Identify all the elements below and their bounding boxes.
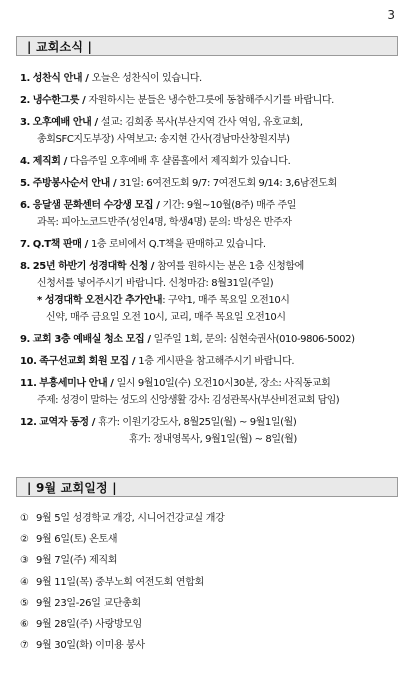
news-item: [20, 331, 406, 348]
news-item: [20, 414, 406, 448]
news-item-number: 8.: [20, 261, 30, 272]
news-item-text: 휴가: 이원기강도사, 8월25일(월) ~ 9월1일(월): [98, 417, 297, 428]
news-item-text: 오늘은 성찬식이 있습니다.: [91, 73, 202, 84]
news-item-title: 성찬식 안내: [32, 73, 83, 84]
news-item: [20, 353, 406, 370]
news-item-number: 9.: [20, 334, 30, 345]
news-item-title: 주방봉사순서 안내: [32, 178, 110, 189]
schedule-item: [20, 635, 400, 656]
news-item-text: 일시 9월10일(수) 오전10시30분, 장소: 사직동교회: [116, 378, 331, 389]
news-item-separator: /: [153, 200, 163, 211]
news-item-title: Q.T책 판매: [32, 239, 82, 250]
news-item-text: 다음주일 오후예배 후 샬롬홀에서 제직회가 있습니다.: [69, 156, 291, 167]
page-number: 3: [387, 8, 395, 22]
circled-number-marker: ⑦: [20, 640, 29, 652]
news-item-text: 1층 로비에서 Q.T책을 판매하고 있습니다.: [90, 239, 266, 250]
news-item-separator: /: [60, 156, 70, 167]
news-item-separator: /: [109, 178, 120, 189]
news-item-title: 응달샘 문화센터 수강생 모집: [32, 200, 154, 211]
news-item-title: 교역자 동정: [39, 417, 89, 428]
news-item-text: 1층 게시판을 참고해주시기 바랍니다.: [138, 356, 295, 367]
news-item-text: 일주일 1회, 문의: 심현숙권사(010-9806-5002): [153, 334, 355, 345]
news-item-title: 제직회: [32, 156, 61, 167]
schedule-item: [20, 529, 400, 550]
news-subitem-title: * 성경대학 오전시간 추가안내: [37, 295, 163, 306]
news-item: [20, 236, 406, 253]
schedule-item: [20, 572, 400, 593]
schedule-item: [20, 550, 400, 571]
news-item: [20, 153, 406, 170]
news-item-text: 자원하시는 분들은 냉수한그릇에 동참해주시기를 바랍니다.: [88, 95, 334, 106]
september-schedule-list: [20, 508, 400, 656]
news-item-separator: /: [128, 356, 139, 367]
news-item-number: 7.: [20, 239, 30, 250]
church-news-header: | 교회소식 |: [16, 36, 398, 56]
news-item: [20, 375, 406, 409]
schedule-item-text: 9월 5일 성경학교 개강, 시니어건강교실 개강: [36, 513, 225, 524]
news-item-text: 31일: 6여전도회 9/7: 7여전도회 9/14: 3,6남전도회: [119, 178, 337, 189]
schedule-item: [20, 614, 400, 635]
news-item-title: 족구선교회 회원 모집: [39, 356, 129, 367]
schedule-item-text: 9월 11일(목) 중부노회 여전도회 연합회: [36, 576, 204, 588]
circled-number-marker: ①: [20, 513, 29, 524]
news-item-separator: /: [82, 73, 92, 84]
news-item-text: 과목: 피아노코드반주(성인4명, 학생4명) 문의: 박성은 반주자: [37, 217, 292, 228]
news-item-text: 설교: 김희종 목사(부산지역 간사 역임, 유호교회,: [100, 117, 303, 128]
schedule-item-text: 9월 23일-26일 교단총회: [36, 597, 141, 609]
church-news-list: [20, 70, 406, 453]
news-item-number: 1.: [20, 73, 30, 84]
news-item-number: 3.: [20, 117, 30, 128]
news-item: [20, 197, 406, 231]
circled-number-marker: ⑤: [20, 597, 29, 609]
schedule-item-text: 9월 30일(화) 이미용 봉사: [36, 640, 145, 652]
news-item-separator: /: [81, 239, 91, 250]
news-item-title: 냉수한그릇: [32, 95, 80, 106]
news-item-text: 신청서를 넣어주시기 바랍니다. 신청마감: 8월31일(주일): [37, 278, 274, 289]
news-item-text: 참여를 원하시는 분은 1층 신청함에: [157, 261, 304, 272]
news-item-text: 총회SFC지도부장) 사역보고: 송지현 간사(경남마산창원지부): [37, 134, 290, 145]
news-item-title: 25년 하반기 성경대학 신청: [32, 261, 148, 272]
schedule-item: [20, 508, 400, 529]
news-item: [20, 70, 406, 87]
schedule-item-text: 9월 28일(주) 사랑방모임: [36, 619, 143, 631]
news-item-text: 기간: 9월~10월(8주) 매주 주일: [162, 200, 297, 211]
news-item-separator: /: [79, 95, 89, 106]
news-item-number: 10.: [20, 356, 37, 367]
news-item-number: 6.: [20, 200, 30, 211]
news-item-separator: /: [88, 417, 99, 428]
circled-number-marker: ③: [20, 555, 29, 567]
news-subitem-text: : 구약1, 매주 목요일 오전10시: [162, 295, 290, 306]
news-item-title: 오후예배 안내: [32, 117, 92, 128]
news-item-number: 5.: [20, 178, 30, 189]
news-item: [20, 258, 406, 326]
circled-number-marker: ⑥: [20, 619, 29, 631]
circled-number-marker: ②: [20, 534, 29, 546]
news-item-text: 휴가: 정내영목사, 9월1일(월) ~ 8일(월): [129, 434, 297, 445]
news-subitem-text: 신약, 매주 금요일 오전 10시, 교리, 매주 목요일 오전10시: [46, 312, 286, 323]
news-item-number: 11.: [20, 378, 37, 389]
news-item: [20, 114, 406, 148]
news-item-separator: /: [147, 261, 158, 272]
september-schedule-header: | 9월 교회일정 |: [16, 477, 398, 497]
circled-number-marker: ④: [20, 576, 29, 588]
news-item-title: 교회 3층 예배실 청소 모집: [32, 334, 145, 345]
schedule-item-text: 9월 6일(토) 온토새: [36, 534, 118, 546]
news-item-number: 4.: [20, 156, 30, 167]
news-item-number: 2.: [20, 95, 30, 106]
news-item-separator: /: [107, 378, 117, 389]
news-item-separator: /: [91, 117, 101, 128]
schedule-item: [20, 593, 400, 614]
schedule-item-text: 9월 7일(주) 제직회: [36, 555, 118, 567]
news-item: [20, 92, 406, 109]
news-item-number: 12.: [20, 417, 37, 428]
news-item-text: 주제: 성경이 말하는 성도의 신앙생활 강사: 김성관목사(부산비전교회 담임): [37, 395, 339, 406]
news-item-separator: /: [144, 334, 154, 345]
news-item-title: 부흥세미나 안내: [39, 378, 108, 389]
news-item: [20, 175, 406, 192]
